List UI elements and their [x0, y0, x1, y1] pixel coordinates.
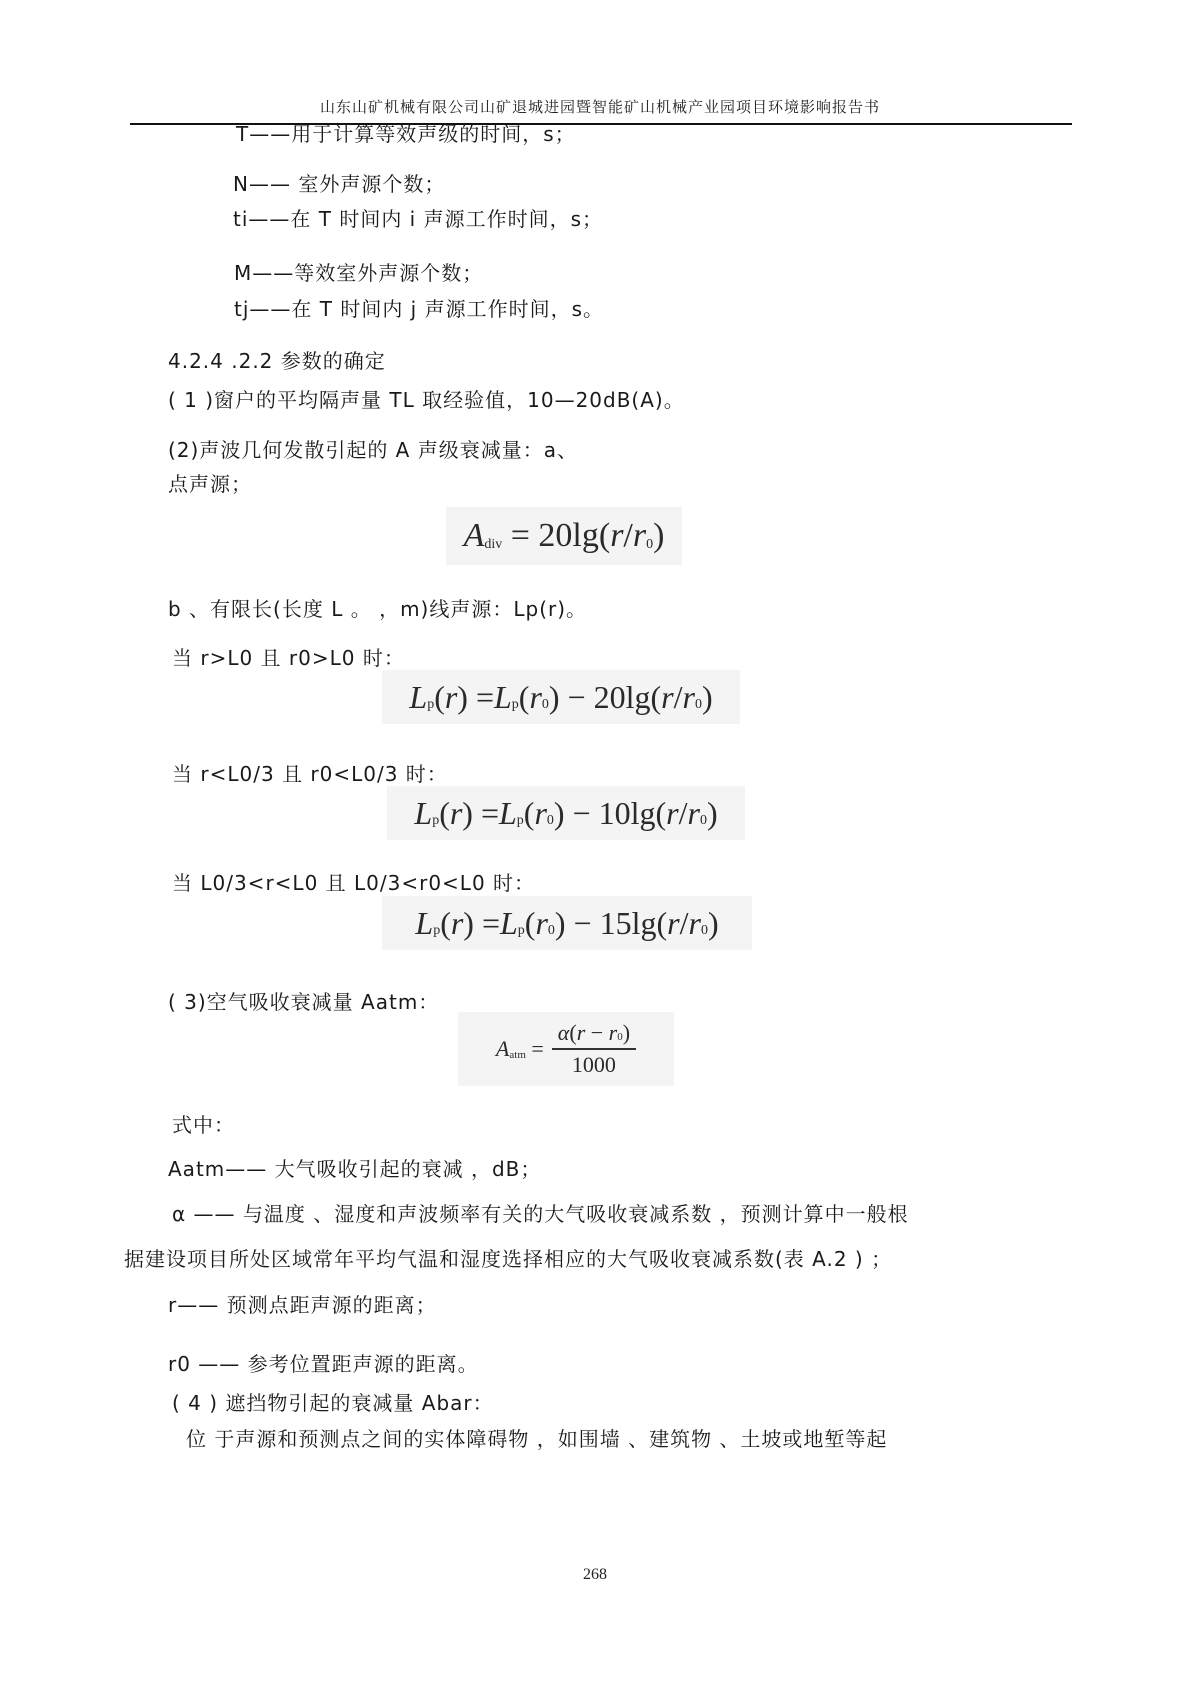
where-label: 式中：: [172, 1113, 235, 1137]
def-alpha-cont: 据建设项目所处区域常年平均气温和湿度选择相应的大气吸收衰减系数(表 A.2 ) ；: [124, 1247, 893, 1271]
def-alpha: α —— 与温度 、湿度和声波频率有关的大气吸收衰减系数 ，预测计算中一般根: [172, 1202, 909, 1226]
def-r: r—— 预测点距声源的距离；: [168, 1293, 437, 1317]
point-source-label: 点声源；: [168, 472, 252, 496]
def-M: M——等效室外声源个数；: [234, 261, 484, 285]
def-r0: r0 —— 参考位置距声源的距离。: [168, 1352, 479, 1376]
formula-line-source-1: L p ( r ) = L p ( r 0 ) − 20lg( r / r 0 ): [382, 670, 740, 724]
condition-2: 当 r<L0/3 且 r0<L0/3 时：: [172, 762, 448, 786]
formula-air-absorption: A atm = $\frac{\alpha(r - r0)}{1000}$: [458, 1012, 674, 1086]
section-heading: 4.2.4 .2.2 参数的确定: [168, 349, 386, 373]
formula-point-source: A div = 20lg( r / r 0 ): [446, 507, 682, 565]
def-tj: tj——在 T 时间内 j 声源工作时间，s。: [234, 297, 605, 321]
item-4-barrier: ( 4 ) 遮挡物引起的衰减量 Abar：: [172, 1391, 494, 1415]
page-number: 268: [583, 1566, 607, 1583]
def-N: N—— 室外声源个数；: [233, 172, 446, 196]
barrier-description: 位 于声源和预测点之间的实体障碍物 ，如围墙 、建筑物 、土坡或地堑等起: [186, 1427, 888, 1451]
formula-line-source-2: L p ( r ) = L p ( r 0 ) − 10lg( r / r 0 ): [387, 786, 745, 840]
def-Aatm: Aatm—— 大气吸收引起的衰减 ，dB；: [168, 1157, 542, 1181]
item-1-window-tl: ( 1 )窗户的平均隔声量 TL 取经验值，10—20dB(A)。: [168, 388, 685, 412]
def-ti: ti——在 T 时间内 i 声源工作时间，s；: [233, 207, 604, 231]
condition-3: 当 L0/3<r<L0 且 L0/3<r0<L0 时：: [172, 871, 536, 895]
def-T: T——用于计算等效声级的时间，s；: [236, 122, 576, 146]
item-2-divergence: (2)声波几何发散引起的 A 声级衰减量：a、: [168, 438, 578, 462]
formula-line-source-3: L p ( r ) = L p ( r 0 ) − 15lg( r / r 0 ): [382, 896, 752, 950]
item-3-air-absorption: ( 3)空气吸收衰减量 Aatm：: [168, 990, 440, 1014]
line-source-label: b 、有限长(长度 L 。 ，m)线声源：Lp(r)。: [168, 597, 588, 621]
page-header: 山东山矿机械有限公司山矿退城进园暨智能矿山机械产业园项目环境影响报告书: [319, 98, 880, 116]
condition-1: 当 r>L0 且 r0>L0 时：: [172, 646, 405, 670]
